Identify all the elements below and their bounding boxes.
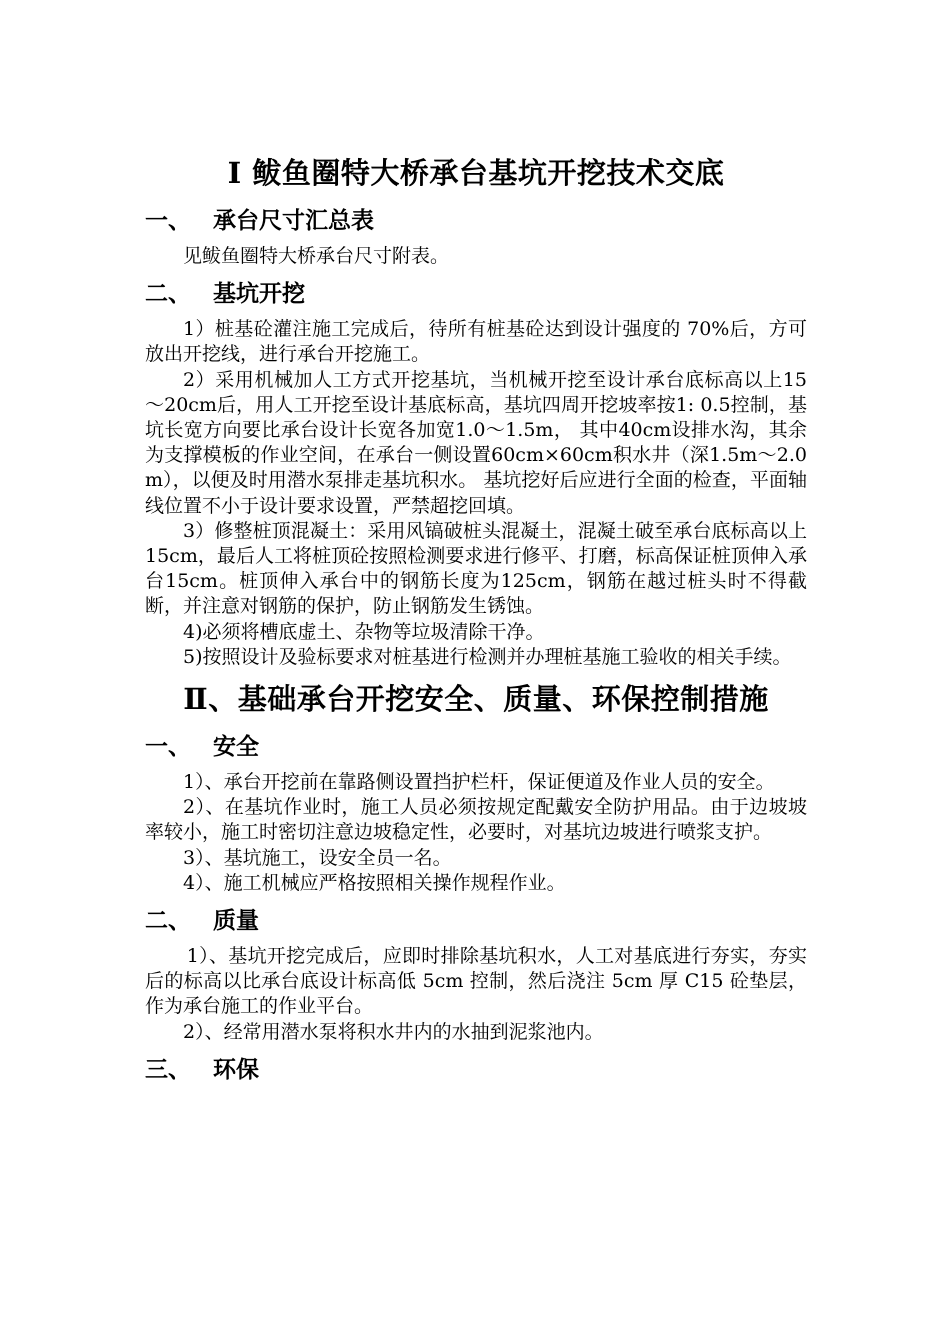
heading-number: 三、: [145, 1055, 191, 1083]
document-title: Ⅰ 鲅鱼圈特大桥承台基坑开挖技术交底: [227, 156, 725, 190]
section-2-title: Ⅱ、基础承台开挖安全、质量、环保控制措施: [183, 682, 769, 717]
heading-text: 环保: [213, 1055, 259, 1083]
heading-text: 基坑开挖: [213, 280, 305, 308]
safety-item-3: 3）、基坑施工，设安全员一名。: [183, 846, 452, 869]
heading-safety: [145, 728, 807, 766]
excavation-item-4: 4)必须将槽底虚土、杂物等垃圾清除干净。: [183, 620, 545, 643]
heading-number: 一、: [145, 733, 191, 761]
heading-summary-table: [145, 202, 807, 240]
excavation-item-2: 2）采用机械加人工方式开挖基坑，当机械开挖至设计承台底标高以上15～20cm后，用人工开挖至设计基底标高，基坑四周开挖坡率按1: 0.5控制，基坑长宽方向要比承台设计长宽各加宽1.0～1.5m， 其中40cm设排水沟，其余为支撑模板的作业空间，在承台一侧设置60cm×60cm积水井（深1.5m～2.0m），以便及时用潜水泵排走基坑积水。 基坑挖好后应进行全面的检查，平面轴线位置不小于设计要求设置，严禁超挖回填。: [145, 368, 807, 517]
safety-item-1: 1）、承台开挖前在靠路侧设置挡护栏杆，保证便道及作业人员的安全。: [183, 771, 775, 794]
excavation-item-5: 5)按照设计及验标要求对桩基进行检测并办理桩基施工验收的相关手续。: [183, 645, 792, 668]
summary-paragraph: 见鲅鱼圈特大桥承台尺寸附表。: [183, 245, 450, 267]
safety-item-2: 2）、在基坑作业时，施工人员必须按规定配戴安全防护用品。由于边坡坡率较小，施工时密切注意边坡稳定性，必要时，对基坑边坡进行喷浆支护。: [145, 796, 807, 844]
heading-text: 质量: [213, 907, 259, 935]
excavation-item-3: 3）修整桩顶混凝土：采用风镐破桩头混凝土，混凝土破至承台底标高以上15cm，最后人工将桩顶砼按照检测要求进行修平、打磨，标高保证桩顶伸入承台15cm。桩顶伸入承台中的钢筋长度为125cm，钢筋在越过桩头时不得截断，并注意对钢筋的保护，防止钢筋发生锈蚀。: [145, 519, 807, 618]
heading-environment: [145, 1051, 807, 1089]
heading-number: 一、: [145, 207, 191, 234]
heading-excavation: [145, 275, 807, 313]
excavation-item-1: 1）桩基砼灌注施工完成后，待所有桩基砼达到设计强度的 70%后，方可放出开挖线，进行承台开挖施工。: [145, 318, 807, 366]
quality-item-1: 1）、基坑开挖完成后，应即时排除基坑积水，人工对基底进行夯实，夯实后的标高以比承台底设计标高低 5cm 控制，然后浇注 5cm 厚 C15 砼垫层，作为承台施工的作业平台。: [145, 945, 807, 1018]
document-page: [145, 150, 807, 1093]
safety-item-4: 4）、施工机械应严格按照相关操作规程作业。: [183, 871, 566, 894]
heading-number: 二、: [145, 280, 191, 308]
heading-text: 承台尺寸汇总表: [213, 207, 374, 234]
heading-number: 二、: [145, 907, 191, 935]
heading-text: 安全: [213, 733, 259, 761]
quality-item-2: 2）、经常用潜水泵将积水井内的水抽到泥浆池内。: [183, 1020, 604, 1043]
heading-quality: [145, 902, 807, 940]
